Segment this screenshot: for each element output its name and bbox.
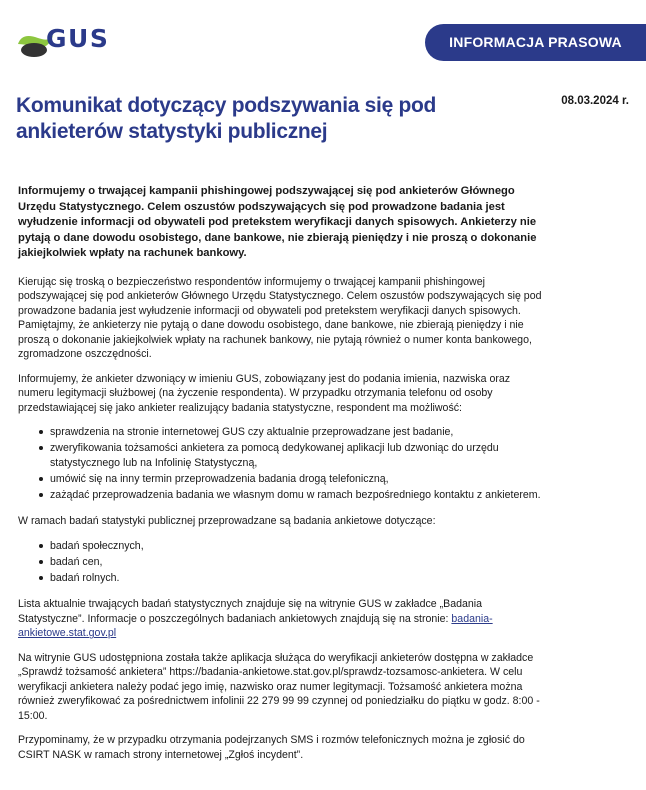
paragraph-survey-list-text: Lista aktualnie trwających badań statystycznych znajduje się na witrynie GUS w zakładce „Badania Statystyczne”. Informacje o poszczególnych badaniach ankietowych znajdują się na stronie:: [18, 598, 483, 625]
surveys-site-link[interactable]: badania-ankietowe.stat.gov.pl: [18, 612, 493, 640]
list-item: badań rolnych.: [18, 571, 546, 586]
page-title: Komunikat dotyczący podszywania się pod ankieterów statystyki publicznej: [16, 94, 437, 143]
lead-paragraph: Informujemy o trwającej kampanii phishingowej podszywającej się pod ankieterów Głównego Urzędu Statystycznego. Celem oszustów podszywających się pod prowadzone badania jest wyłudzenie informacji od obywateli pod pretekstem weryfikacji danych spisowych. Ankieterzy nie pytają o dane dowodu osobistego, dane bankowe, nie zbierają pieniędzy i nie proszą o dokonanie jakiejkolwiek wpłaty na rachunek bankowy.: [18, 185, 537, 260]
list-item: badań cen,: [18, 555, 546, 570]
list-item: zażądać przeprowadzenia badania we własnym domu w ramach bezpośredniego kontaktu z ankieterem.: [18, 488, 546, 503]
paragraph-safety: Kierując się troską o bezpieczeństwo respondentów informujemy o trwającej kampanii phishingowej podszywającej się pod ankieterów Głównego Urzędu Statystycznego. Celem oszustów podszywających się pod prowadzone badania jest wyłudzenie informacji od obywateli pod pretekstem weryfikacji danych spisowych. Pamiętajmy, że ankieterzy nie pytają o dane dowodu osobistego, dane bankowe, nie zbierają pieniędzy i nie proszą o dokonanie jakiejkolwiek wpłaty na rachunek bankowy, nie pytają również o numer konta bankowego, zgromadzone oszczędności.: [18, 275, 542, 361]
paragraph-verification-app: Na witrynie GUS udostępniona została także aplikacja służąca do weryfikacji ankieterów dostępna w zakładce „Sprawdź tożsamość ankietera” https://badania-ankietowe.stat.gov.pl/sprawdz-tozsamosc-ankietera. W celu weryfikacji ankietera należy podać jego imię, nazwisko oraz numer legitymacji. Tożsamość ankietera można również zweryfikować za pośrednictwem infolinii 22 279 99 99 czynnej od poniedziałku do piątku w godz. 8:00 - 15:00.: [18, 651, 540, 722]
logo-dark-leaf: [21, 43, 47, 57]
paragraph-report-incident: Przypominamy, że w przypadku otrzymania podejrzanych SMS i rozmów telefonicznych można je zgłosić do CSIRT NASK w ramach strony internetowej „Zgłoś incydent”.: [18, 734, 525, 761]
survey-types-list: [18, 539, 546, 586]
list-item: umówić się na inny termin przeprowadzenia badania drogą telefoniczną,: [18, 472, 546, 487]
release-date: 08.03.2024 r.: [561, 95, 629, 107]
respondent-options-list: [18, 425, 546, 502]
logo-text: GUS: [46, 24, 110, 53]
list-item: zweryfikowania tożsamości ankietera za pomocą dedykowanej aplikacji lub dzwoniąc do urzędu statystycznego lub na Infolinię Statystyczną,: [18, 441, 546, 470]
paragraph-interviewer-duties: Informujemy, że ankieter dzwoniący w imieniu GUS, zobowiązany jest do podania imienia, nazwiska oraz numeru legitymacji służbowej (na życzenie respondenta). W przypadku otrzymania telefonu od osoby przedstawiającej się jako ankieter realizujący badania statystyczne, respondent ma możliwość:: [18, 372, 511, 414]
paragraph-survey-scope: W ramach badań statystyki publicznej przeprowadzane są badania ankietowe dotyczące:: [18, 515, 436, 528]
paragraph-survey-list: [18, 597, 546, 641]
press-release-badge: INFORMACJA PRASOWA: [425, 24, 646, 61]
list-item: sprawdzenia na stronie internetowej GUS czy aktualnie przeprowadzane jest badanie,: [18, 425, 546, 440]
article-body: [18, 184, 546, 772]
list-item: badań społecznych,: [18, 539, 546, 554]
